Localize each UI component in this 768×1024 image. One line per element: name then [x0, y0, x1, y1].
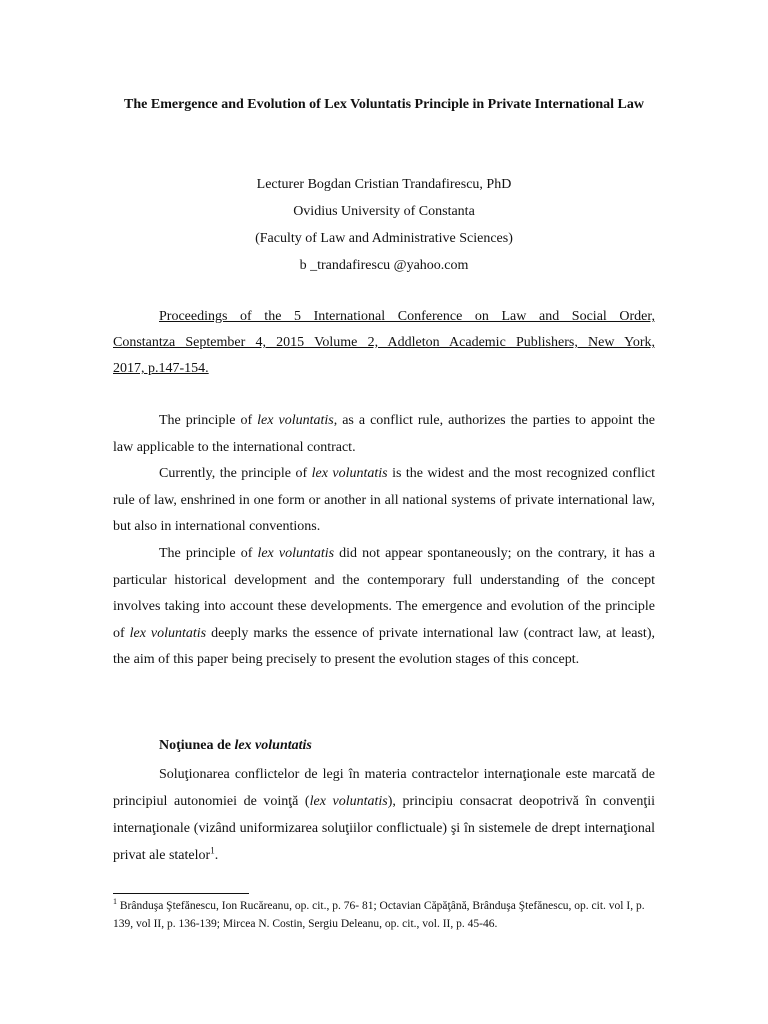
paper-title: The Emergence and Evolution of Lex Voluntatis Principle in Private International Law — [124, 97, 644, 112]
proceedings-line-2: Constantza September 4, 2015 Volume 2, Addleton Academic Publishers, New York, — [113, 335, 655, 350]
proceedings-citation — [113, 304, 655, 382]
proceedings-line-3: 2017, p.147-154. — [113, 361, 209, 376]
footnote-ref[interactable]: 1 — [210, 845, 215, 856]
footnote-divider — [113, 893, 249, 894]
section-body — [113, 761, 655, 869]
paragraph-1: The principle of lex voluntatis, as a conflict rule, authorizes the parties to appoint the law applicable to the international contract. — [113, 413, 656, 455]
author-affiliation: Ovidius University of Constanta — [293, 204, 475, 219]
paragraph-3: The principle of lex voluntatis did not appear spontaneously; on the contrary, it has a particular historical development and the contemporary full understanding of the concept involves taking into account these developments. The emergence and evolution of the principle of lex voluntatis deeply marks the essence of private international law (contract law, at least), the aim of this paper being precisely to present the evolution stages of this concept. — [113, 545, 655, 668]
paragraph-2: Currently, the principle of lex voluntatis is the widest and the most recognized conflict rule of law, enshrined in one form or another in all national systems of private international law, but also in international conventions. — [113, 466, 655, 535]
author-block — [113, 171, 655, 279]
author-faculty: (Faculty of Law and Administrative Sciences) — [255, 231, 513, 246]
section-paragraph: Soluţionarea conflictelor de legi în materia contractelor internaţionale este marcată de principiul autonomiei de voinţă (lex voluntatis), principiu consacrat deopotrivă în convenţii internaţionale (vizând uniformizarea soluţiilor conflictuale) şi în sistemele de drept internaţional privat ale statelor$^1$. — [113, 767, 656, 863]
footnote — [113, 897, 655, 933]
author-name: Lecturer Bogdan Cristian Trandafirescu, PhD — [256, 177, 512, 192]
intro-body — [113, 408, 655, 674]
footnote-mark: 1 — [113, 897, 117, 907]
section-heading: Noţiunea de lex voluntatis — [159, 738, 312, 753]
proceedings-line-1: Proceedings of the 5 International Conference on Law and Social Order, — [159, 309, 655, 324]
footnote-text: Brânduşa Ştefănescu, Ion Rucăreanu, op. cit., p. 76- 81; Octavian Căpăţână, Brânduşa Ştefănescu, op. cit. vol I, p. 139, vol II, p. 136-139; Mircea N. Costin, Sergiu Deleanu, op. cit., vol. II, p. 45-46. — [113, 900, 645, 930]
author-email: b _trandafirescu @yahoo.com — [299, 258, 469, 273]
